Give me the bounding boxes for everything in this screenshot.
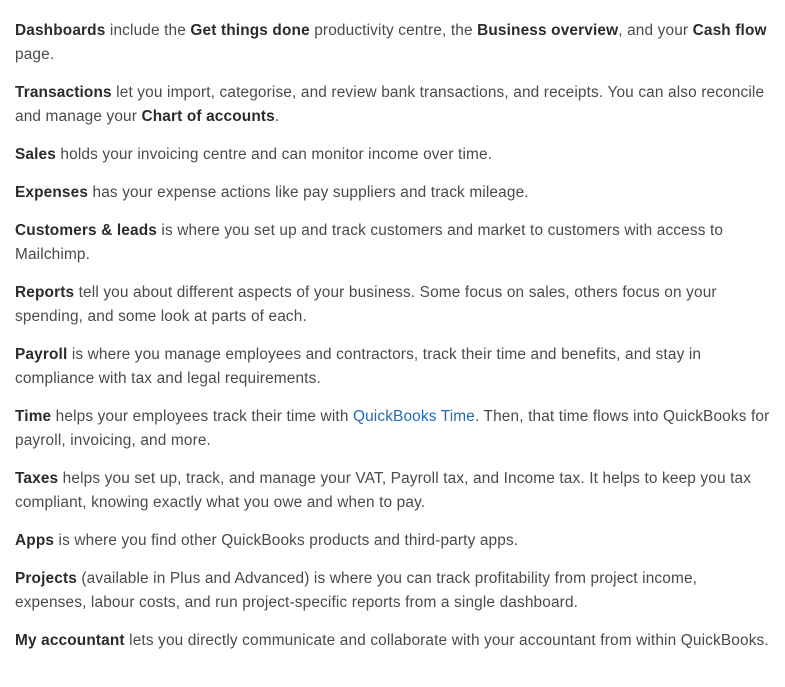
feature-description: . Then, that time flows into QuickBooks for payroll, invoicing, and more. bbox=[15, 408, 770, 449]
feature-term: Business overview bbox=[477, 22, 619, 39]
feature-name: Customers & leads bbox=[15, 222, 157, 239]
feature-description: is where you manage employees and contractors, track their time and benefits, and stay in compliance with tax and legal requirements. bbox=[15, 346, 702, 387]
feature-name: My accountant bbox=[15, 632, 125, 649]
feature-name: Payroll bbox=[15, 346, 68, 363]
feature-description: tell you about different aspects of your business. Some focus on sales, others focus on your spending, and some look at parts of each. bbox=[15, 284, 717, 325]
feature-name: Taxes bbox=[15, 470, 59, 487]
feature-name: Projects bbox=[15, 570, 77, 587]
feature-paragraph bbox=[15, 343, 771, 391]
feature-description: is where you find other QuickBooks products and third-party apps. bbox=[54, 532, 519, 549]
feature-description: . bbox=[274, 108, 280, 125]
feature-paragraph bbox=[15, 181, 771, 205]
feature-description: has your expense actions like pay suppliers and track mileage. bbox=[88, 184, 529, 201]
feature-description: helps your employees track their time with bbox=[51, 408, 353, 425]
feature-paragraph bbox=[15, 19, 771, 67]
feature-name: Expenses bbox=[15, 184, 89, 201]
feature-description: , and your bbox=[618, 22, 693, 39]
feature-description: let you import, categorise, and review bank transactions, and receipts. You can also reconcile and manage your bbox=[15, 84, 765, 125]
feature-paragraph bbox=[15, 529, 771, 553]
feature-paragraph bbox=[15, 143, 771, 167]
feature-paragraph bbox=[15, 467, 771, 515]
feature-name: Time bbox=[15, 408, 52, 425]
feature-description: helps you set up, track, and manage your VAT, Payroll tax, and Income tax. It helps to keep you tax compliant, knowing exactly what you owe and when to pay. bbox=[15, 470, 752, 511]
feature-term: Chart of accounts bbox=[141, 108, 275, 125]
feature-term: Cash flow bbox=[692, 22, 767, 39]
feature-description: include the bbox=[105, 22, 191, 39]
feature-description: productivity centre, the bbox=[309, 22, 478, 39]
feature-description: (available in Plus and Advanced) is where you can track profitability from project income, expenses, labour costs, and run project-specific reports from a single dashboard. bbox=[15, 570, 698, 611]
feature-name: Apps bbox=[15, 532, 55, 549]
feature-name: Transactions bbox=[15, 84, 112, 101]
feature-paragraph bbox=[15, 219, 771, 267]
feature-paragraph bbox=[15, 567, 771, 615]
feature-term: Get things done bbox=[190, 22, 310, 39]
feature-name: Reports bbox=[15, 284, 75, 301]
feature-paragraph bbox=[15, 405, 771, 453]
feature-name: Dashboards bbox=[15, 22, 106, 39]
feature-description: lets you directly communicate and collaborate with your accountant from within QuickBooks. bbox=[124, 632, 769, 649]
feature-name: Sales bbox=[15, 146, 56, 163]
feature-description: is where you set up and track customers and market to customers with access to Mailchimp. bbox=[15, 222, 724, 263]
quickbooks-time-link[interactable]: QuickBooks Time bbox=[352, 408, 475, 425]
feature-paragraph bbox=[15, 629, 771, 653]
feature-description: page. bbox=[15, 46, 55, 63]
feature-paragraph bbox=[15, 281, 771, 329]
feature-description: holds your invoicing centre and can monitor income over time. bbox=[55, 146, 493, 163]
feature-paragraph bbox=[15, 81, 771, 129]
